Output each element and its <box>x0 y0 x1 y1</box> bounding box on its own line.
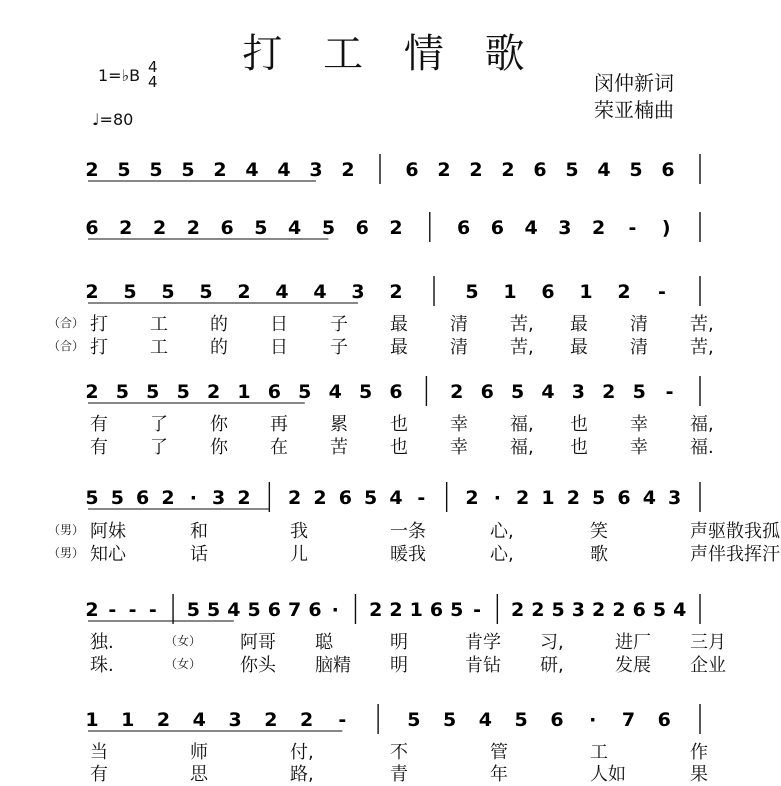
note: 6 <box>550 709 564 731</box>
lyric-syllable: 师 <box>190 742 208 763</box>
note: 2 <box>85 281 99 303</box>
lyric-syllable: 一条 <box>390 521 426 542</box>
note: - <box>417 487 426 509</box>
lyric-syllable: 歌 <box>590 544 608 565</box>
lyric-syllable: 打 <box>90 314 108 335</box>
lyric-syllable: 也 <box>570 437 588 458</box>
note: 6 <box>480 381 494 403</box>
note: 2 <box>369 599 383 621</box>
note: 6 <box>308 599 322 621</box>
note: 1 <box>237 381 251 403</box>
meter-top: 4 <box>148 58 158 76</box>
note: 2 <box>592 217 606 239</box>
note: 5 <box>254 217 268 239</box>
note: 6 <box>657 709 671 731</box>
note: 3 <box>558 217 572 239</box>
lyric-line-10 <box>0 760 781 785</box>
note: 3 <box>571 599 586 621</box>
lyric-syllable: 进厂 <box>615 632 651 653</box>
note: 1 <box>579 281 593 303</box>
note: 4 <box>673 599 687 621</box>
lyric-syllable: 福, <box>510 414 534 435</box>
lyric-syllable: 苦, <box>510 337 534 358</box>
lyric-syllable: 心, <box>490 521 514 542</box>
note: 2 <box>313 487 327 509</box>
note: 5 <box>85 487 99 509</box>
note: - <box>473 599 482 621</box>
note: 4 <box>328 381 342 403</box>
lyric-syllable: 清 <box>450 337 468 358</box>
note: 5 <box>199 281 213 303</box>
note: 5 <box>110 487 124 509</box>
note: 1 <box>541 487 555 509</box>
note: 2 <box>566 487 580 509</box>
note: 4 <box>192 709 206 731</box>
note: 5 <box>181 159 195 181</box>
lyric-syllable: 你头 <box>240 655 276 676</box>
lyric-syllable: 阿哥 <box>240 632 276 653</box>
note: 4 <box>389 487 403 509</box>
note: - <box>148 599 157 621</box>
note: 2 <box>516 487 530 509</box>
note: 4 <box>227 599 241 621</box>
note: 2 <box>450 381 464 403</box>
singer-tag: （男） <box>48 523 85 537</box>
note: 2 <box>389 217 403 239</box>
lyric-syllable: 人如 <box>590 764 626 785</box>
lyric-syllable: 珠. <box>90 655 114 676</box>
lyric-syllable: 子 <box>330 337 348 358</box>
note: 5 <box>407 709 421 731</box>
note: 2 <box>237 487 251 509</box>
singer-tag: （合） <box>48 316 85 330</box>
note: 2 <box>85 159 99 181</box>
lyric-syllable: 付, <box>290 742 314 763</box>
lyric-syllable: 的 <box>210 337 228 358</box>
note: 5 <box>146 381 160 403</box>
lyric-syllable: 最 <box>390 337 408 358</box>
lyric-syllable: 我 <box>290 521 308 542</box>
note: 4 <box>288 217 302 239</box>
note: 6 <box>429 599 444 621</box>
note: 6 <box>533 159 547 181</box>
lyric-syllable: 子 <box>330 314 348 335</box>
note: 2 <box>264 709 278 731</box>
lyric-syllable: 儿 <box>290 544 308 565</box>
lyric-syllable: 苦, <box>690 337 714 358</box>
note: 6 <box>617 487 631 509</box>
lyric-line-7 <box>0 628 781 653</box>
note: 4 <box>245 159 259 181</box>
lyric-syllable: 聪 <box>315 632 333 653</box>
note: 2 <box>469 159 483 181</box>
lyric-syllable: 最 <box>570 337 588 358</box>
lyric-syllable: 三月 <box>690 632 726 653</box>
lyric-syllable: 累 <box>330 414 348 435</box>
note: 2 <box>186 217 200 239</box>
lyric-syllable: 也 <box>390 414 408 435</box>
note: 1 <box>85 709 99 731</box>
note: - <box>108 599 117 621</box>
note: 3 <box>571 381 586 403</box>
note: 2 <box>213 159 227 181</box>
note: 2 <box>237 281 251 303</box>
lyric-syllable: 企业 <box>690 655 726 676</box>
note: 5 <box>117 159 131 181</box>
note: 3 <box>668 487 682 509</box>
note: 6 <box>405 159 419 181</box>
note: 6 <box>355 217 369 239</box>
lyric-syllable: 福, <box>690 414 714 435</box>
lyric-syllable: 清 <box>450 314 468 335</box>
note: 5 <box>450 599 464 621</box>
lyric-syllable: 了 <box>150 437 168 458</box>
note: 4 <box>275 281 289 303</box>
lyric-syllable: 路, <box>290 764 314 785</box>
lyric-syllable: 作 <box>690 742 708 763</box>
note: 6 <box>220 217 234 239</box>
note: 2 <box>389 281 403 303</box>
lyric-syllable: 明 <box>390 632 408 653</box>
note: 2 <box>602 381 616 403</box>
lyric-syllable: 了 <box>150 414 168 435</box>
note: 2 <box>85 381 99 403</box>
note: 5 <box>123 281 137 303</box>
lyric-syllable: 肯钻 <box>465 655 501 676</box>
note: 2 <box>592 599 606 621</box>
lyric-syllable: 日 <box>270 314 288 335</box>
lyric-syllable: 苦 <box>330 437 348 458</box>
note: 5 <box>364 487 378 509</box>
note: 4 <box>277 159 291 181</box>
note: 1 <box>121 709 135 731</box>
lyric-syllable: （女） <box>165 657 202 671</box>
note: 5 <box>652 599 667 621</box>
lyric-syllable: 发展 <box>615 655 651 676</box>
note: 6 <box>136 487 150 509</box>
note: · <box>493 487 501 509</box>
lyric-syllable: 年 <box>490 764 508 785</box>
note: 5 <box>247 599 261 621</box>
note: 5 <box>443 709 457 731</box>
note: 5 <box>161 281 175 303</box>
lyric-syllable: 打 <box>90 337 108 358</box>
note: 5 <box>298 381 312 403</box>
note: 4 <box>478 709 493 731</box>
note: · <box>589 709 597 731</box>
meter-bottom: 4 <box>148 73 158 91</box>
lyric-line-5 <box>0 517 781 542</box>
lyric-syllable: 青 <box>390 764 408 785</box>
lyric-syllable: 清 <box>630 314 648 335</box>
lyric-syllable: 声伴我挥汗 <box>690 544 780 565</box>
note: 2 <box>612 599 626 621</box>
note: 2 <box>465 487 479 509</box>
lyric-syllable: 和 <box>190 521 208 542</box>
lyric-syllable: 幸 <box>450 437 468 458</box>
note: 2 <box>531 599 545 621</box>
note: 5 <box>629 159 643 181</box>
note: 5 <box>115 381 130 403</box>
lyric-line-4 <box>0 433 781 458</box>
lyric-line-9 <box>0 738 781 763</box>
note: 5 <box>565 159 579 181</box>
lyric-syllable: 脑精 <box>315 655 351 676</box>
lyric-syllable: 苦, <box>690 314 714 335</box>
lyric-syllable: 再 <box>270 414 288 435</box>
note: 5 <box>514 709 528 731</box>
note: 4 <box>541 381 555 403</box>
lyric-syllable: 暖我 <box>390 544 426 565</box>
lyric-syllable: 思 <box>190 764 208 785</box>
note: 2 <box>510 599 525 621</box>
note: 5 <box>465 281 479 303</box>
note: · <box>331 599 339 621</box>
stave-2 <box>0 208 781 248</box>
singer-tag: （合） <box>48 339 85 353</box>
note: - <box>665 381 674 403</box>
lyric-syllable: 果 <box>690 764 708 785</box>
note: 2 <box>341 159 355 181</box>
note: 6 <box>85 217 99 239</box>
note: 3 <box>228 709 242 731</box>
note: 5 <box>176 381 190 403</box>
lyric-syllable: 笑 <box>590 521 608 542</box>
lyric-syllable: 肯学 <box>465 632 501 653</box>
note: - <box>128 599 137 621</box>
lyric-line-8 <box>0 651 781 676</box>
note: 2 <box>119 217 133 239</box>
lyric-syllable: 工 <box>590 742 608 763</box>
note: 4 <box>313 281 327 303</box>
lyric-syllable: 阿妹 <box>90 521 126 542</box>
lyric-syllable: 当 <box>90 742 108 763</box>
lyric-syllable: 的 <box>210 314 228 335</box>
lyric-syllable: 在 <box>270 437 288 458</box>
lyric-syllable: 你 <box>210 414 228 435</box>
lyric-syllable: 福. <box>690 437 714 458</box>
composer: 荣亚楠曲 <box>594 98 674 122</box>
lyric-syllable: 你 <box>210 437 228 458</box>
lyric-line-1 <box>0 310 781 335</box>
song-title: 打 工 情 歌 <box>242 31 539 77</box>
lyric-syllable: 幸 <box>450 414 468 435</box>
note: · <box>189 487 197 509</box>
note: 2 <box>299 709 314 731</box>
lyric-syllable: 有 <box>90 764 108 785</box>
lyric-syllable: 幸 <box>630 437 648 458</box>
stave-7 <box>0 700 781 740</box>
lyric-syllable: 习, <box>540 632 564 653</box>
lyric-line-3 <box>0 410 781 435</box>
lyric-syllable: 工 <box>150 314 168 335</box>
note: 5 <box>592 487 606 509</box>
lyric-syllable: 知心 <box>90 544 126 565</box>
lyric-syllable: 福, <box>510 437 534 458</box>
note: 2 <box>501 159 515 181</box>
note: 2 <box>206 381 221 403</box>
lyric-syllable: 管 <box>490 742 508 763</box>
stave-1 <box>0 150 781 190</box>
lyric-syllable: （女） <box>165 634 202 648</box>
stave-6 <box>0 590 781 630</box>
lyric-syllable: 声驱散我孤 <box>690 521 780 542</box>
lyric-line-2 <box>0 333 781 358</box>
singer-tag: （男） <box>48 546 85 560</box>
lyric-syllable: 有 <box>90 437 108 458</box>
time-signature <box>148 60 158 90</box>
lyric-syllable: 也 <box>570 414 588 435</box>
note: 1 <box>503 281 517 303</box>
key-signature: 1=♭B <box>98 66 141 85</box>
note: 4 <box>524 217 538 239</box>
note: 7 <box>288 599 302 621</box>
lyric-syllable: 有 <box>90 414 108 435</box>
note: 5 <box>358 381 373 403</box>
lyric-syllable: 心, <box>490 544 514 565</box>
note: - <box>628 217 637 239</box>
note: - <box>658 281 666 303</box>
note: 6 <box>661 159 675 181</box>
credits <box>594 70 674 124</box>
lyric-syllable: 独. <box>90 632 114 653</box>
note: 7 <box>621 709 636 731</box>
note: 5 <box>632 381 646 403</box>
lyric-syllable: 也 <box>390 437 408 458</box>
note: ) <box>661 217 671 239</box>
lyric-syllable: 工 <box>150 337 168 358</box>
stave-4 <box>0 372 781 412</box>
note: 3 <box>212 487 226 509</box>
note: 5 <box>321 217 336 239</box>
note: 6 <box>456 217 471 239</box>
note: 4 <box>597 159 611 181</box>
note: 5 <box>186 599 200 621</box>
note: 5 <box>149 159 163 181</box>
note: 2 <box>288 487 302 509</box>
note: 5 <box>510 381 525 403</box>
note: 2 <box>617 281 631 303</box>
note: 4 <box>642 487 656 509</box>
note: 2 <box>437 159 451 181</box>
note: 5 <box>206 599 221 621</box>
lyric-syllable: 幸 <box>630 414 648 435</box>
lyric-syllable: 清 <box>630 337 648 358</box>
lyric-line-6 <box>0 540 781 565</box>
lyric-syllable: 苦, <box>510 314 534 335</box>
stave-5 <box>0 478 781 518</box>
note: 2 <box>156 709 171 731</box>
lyric-syllable: 日 <box>270 337 288 358</box>
note: 6 <box>541 281 555 303</box>
note: 6 <box>490 217 504 239</box>
lyric-syllable: 话 <box>190 544 208 565</box>
tempo-mark: ♩=80 <box>92 110 134 129</box>
note: - <box>338 709 347 731</box>
note: 2 <box>152 217 167 239</box>
note: 2 <box>389 599 403 621</box>
note: 2 <box>85 599 99 621</box>
note: 1 <box>409 599 423 621</box>
note: 6 <box>632 599 646 621</box>
lyric-syllable: 明 <box>390 655 408 676</box>
note: 3 <box>351 281 365 303</box>
note: 6 <box>267 381 282 403</box>
lyric-syllable: 研, <box>540 655 564 676</box>
lyricist: 闵仲新词 <box>594 71 674 95</box>
lyric-syllable: 不 <box>390 742 408 763</box>
note: 6 <box>338 487 352 509</box>
note: 6 <box>267 599 282 621</box>
note: 3 <box>309 159 323 181</box>
note: 5 <box>551 599 565 621</box>
lyric-syllable: 最 <box>390 314 408 335</box>
note: 6 <box>389 381 403 403</box>
lyric-syllable: 最 <box>570 314 588 335</box>
note: 2 <box>161 487 175 509</box>
stave-3 <box>0 272 781 312</box>
